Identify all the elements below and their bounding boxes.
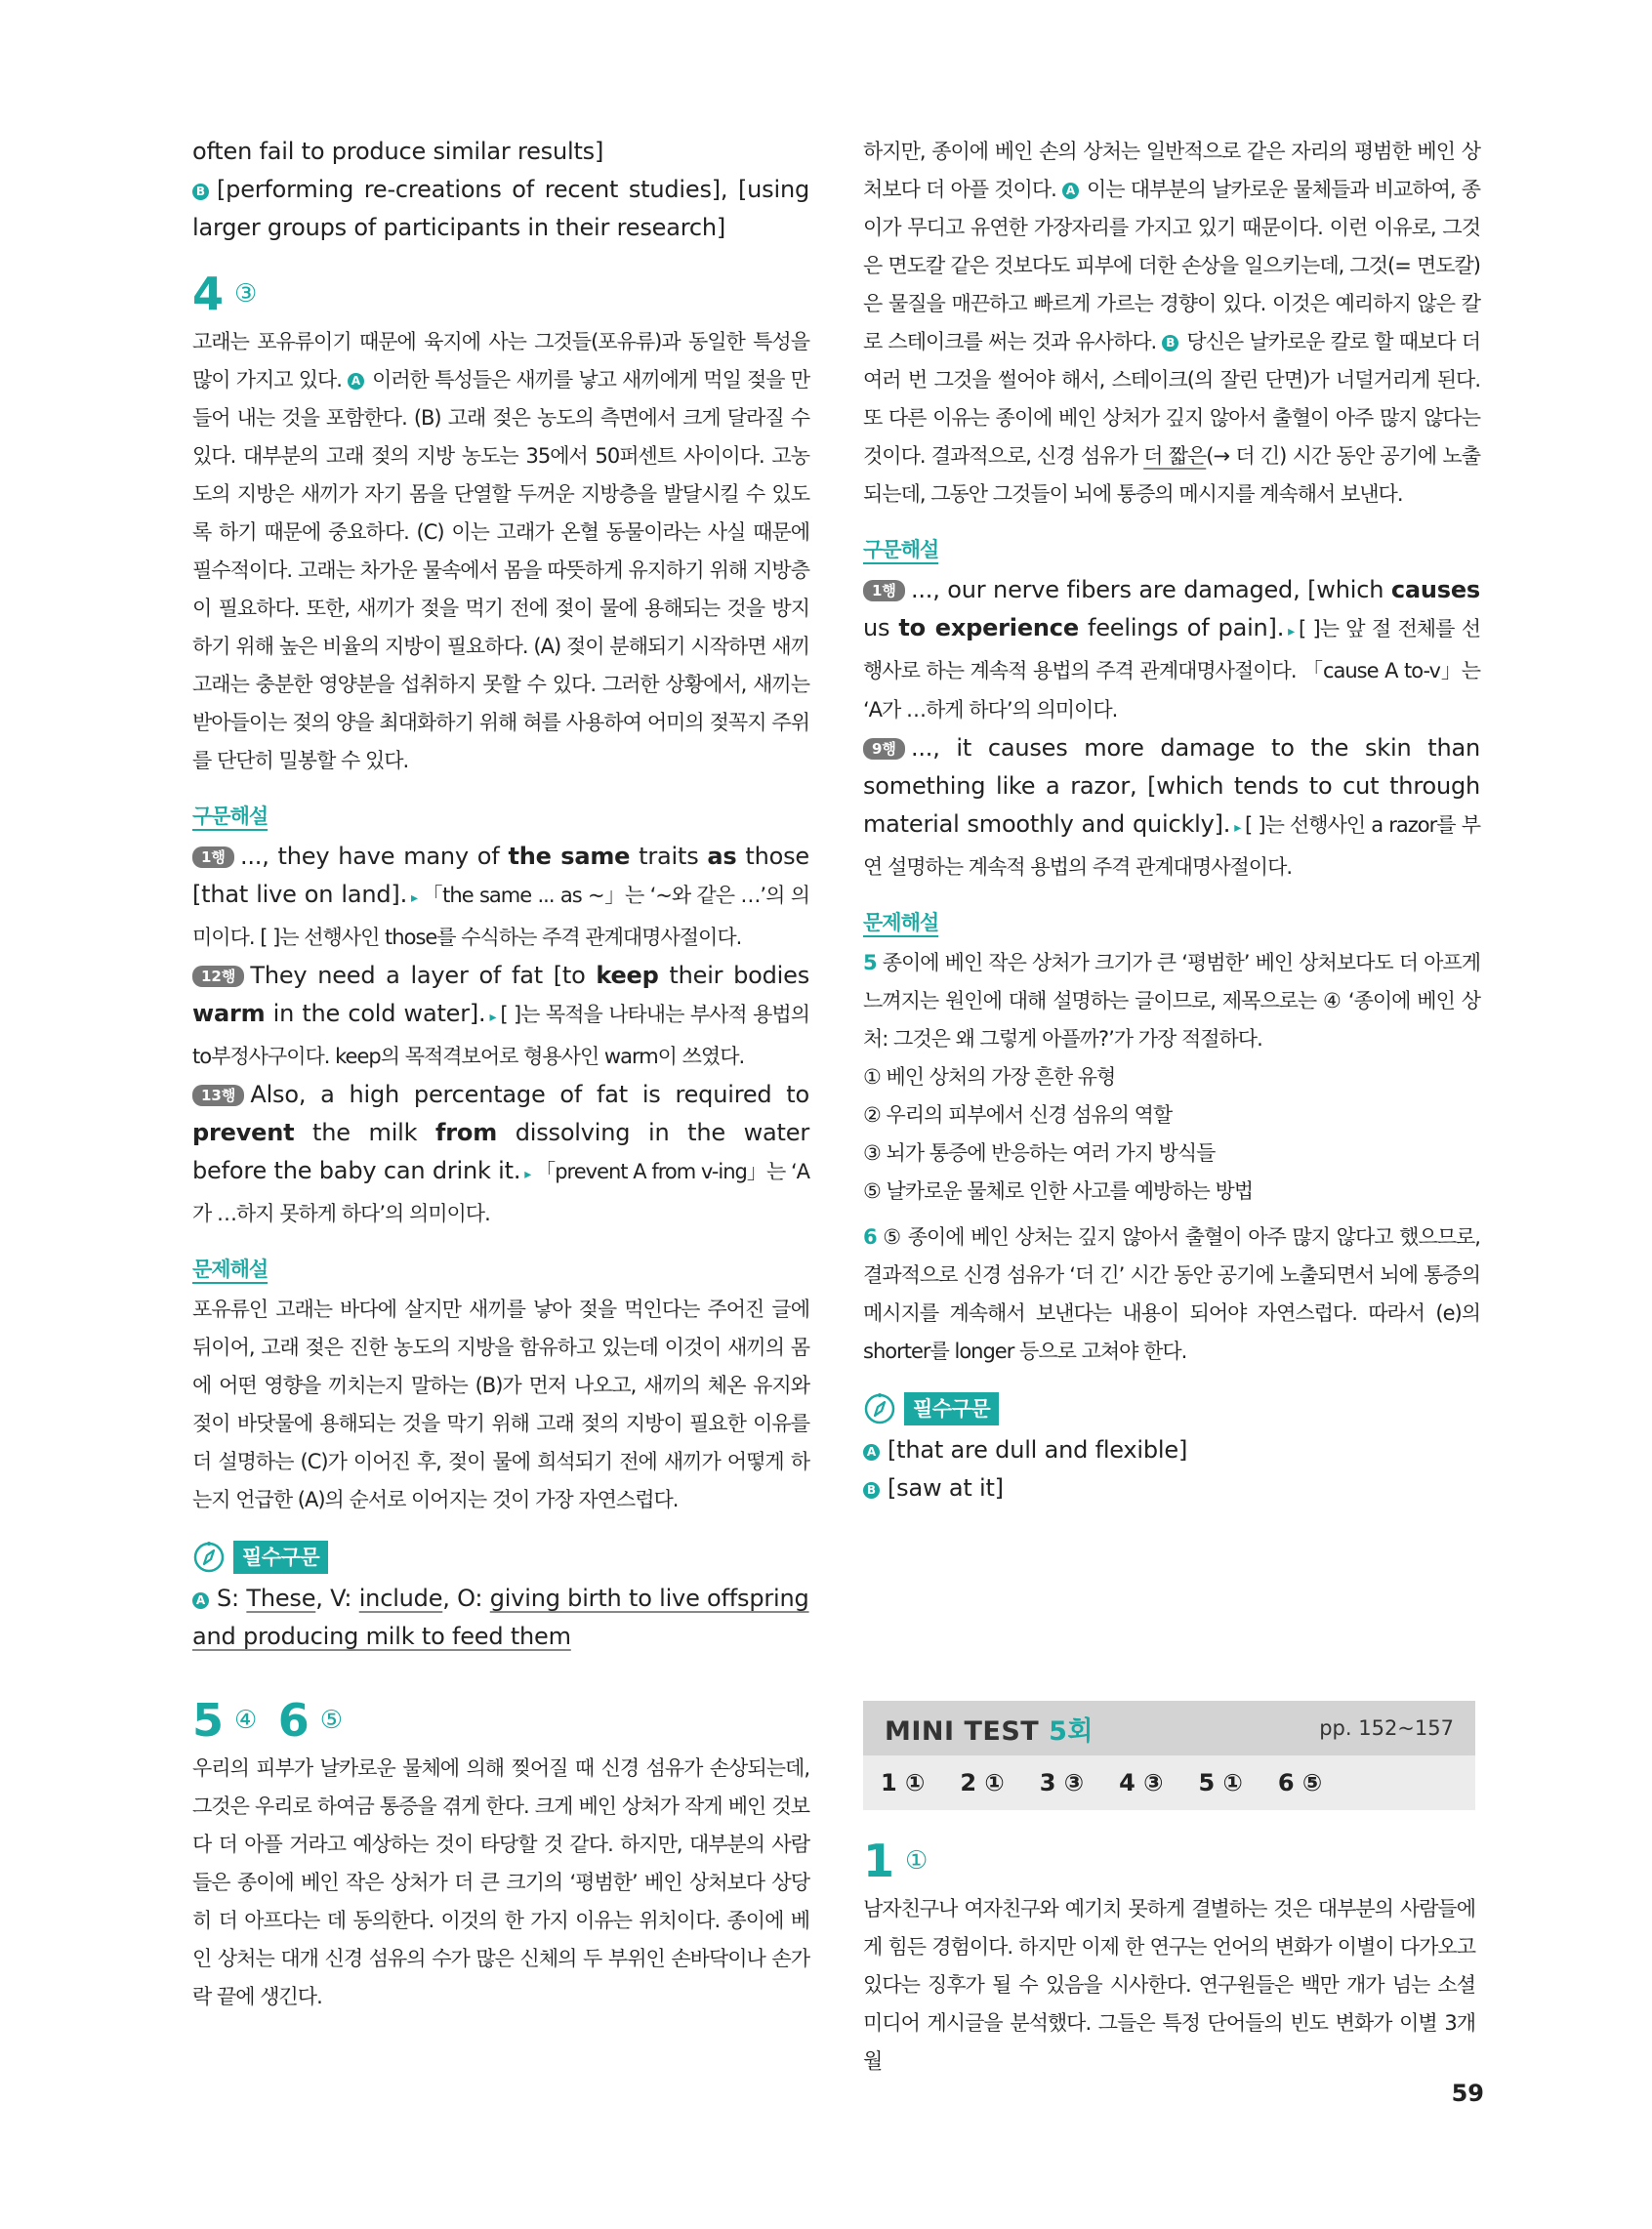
compass-icon (192, 1541, 226, 1574)
label-a-icon: A (863, 1444, 880, 1461)
syntax-item: 1행 ..., they have many of the same traits as those [that live on land]. ▸ 「the same ... as ~」는 ‘~와 같은 …’의 의미이다. [ ]는 선행사인 those를 수식하는 주격 관계대명사절이다. (192, 843, 809, 949)
answer-key: 6 ⑤ (1277, 1769, 1323, 1796)
mini-test-header (863, 1701, 1475, 1755)
syntax-item: 9행 ..., it causes more damage to the skin than something like a razor, [which tends to cut through material smoothly and quickly]. ▸ [ ]는 선행사인 a razor를 부연 설명하는 계속적 용법의 주격 관계대명사절이다. (863, 734, 1481, 879)
line-badge: 13행 (192, 1085, 244, 1106)
line-badge: 1행 (863, 580, 905, 601)
q5-translation: 우리의 피부가 날카로운 물체에 의해 찢어질 때 신경 섬유가 손상되는데, 그것은 우리로 하여금 통증을 겪게 한다. 크게 베인 상처가 작게 베인 것보다 더 아플 거라고 예상하는 것이 타당할 것 같다. 하지만, 대부분의 사람들은 종이에 베인 작은 상처가 더 큰 크기의 ‘평범한’ 베인 상처보다 상당히 더 아프다는 데 동의한다. 이것의 한 가지 이유는 위치이다. 종이에 베인 상처는 대개 신경 섬유의 수가 많은 신체의 두 부위인 손바닥이나 손가락 끝에 생긴다. (192, 1756, 809, 2008)
q5-problem: 5 종이에 베인 작은 상처가 크기가 큰 ‘평범한’ 베인 상처보다도 더 아프게 느껴지는 원인에 대해 설명하는 글이므로, 제목으로는 ④ ‘종이에 베인 상처: 그것은 왜 그렇게 아플까?’가 가장 적절하다. (863, 951, 1480, 1051)
intro-line-1: often fail to produce similar results] (192, 138, 604, 165)
q5-translation-cont: 하지만, 종이에 베인 손의 상처는 일반적으로 같은 자리의 평범한 베인 상처보다 더 아플 것이다. A 이는 대부분의 날카로운 물체들과 비교하여, 종이가 무디고 유연한 가장자리를 가지고 있기 때문이다. 이런 이유로, 그것은 면도칼 같은 것보다도 피부에 더한 손상을 일으키는데, 그것(= 면도칼)은 물질을 매끈하고 빠르게 가르는 경향이 있다. 이것은 예리하지 않은 칼로 스테이크를 써는 것과 유사하다. B 당신은 날카로운 칼로 할 때보다 더 여러 번 그것을 썰어야 해서, 스테이크(의 잘린 단면)가 너덜거리게 된다. 또 다른 이유는 종이에 베인 상처가 깊지 않아서 출혈이 아주 많지 않다는 것이다. 결과적으로, 신경 섬유가 더 짧은(→ 더 긴) 시간 동안 공기에 노출되는데, 그동안 그것들이 뇌에 통증의 메시지를 계속해서 보낸다. (863, 140, 1481, 506)
intro-line-2-text: [performing re-creations of recent studies], [using larger groups of participants in their research] (192, 176, 809, 241)
mini-test-pages: pp. 152~157 (1319, 1716, 1454, 1740)
essential-heading (863, 1392, 1480, 1425)
essential-label: 필수구문 (904, 1392, 999, 1425)
syntax-title: 구문해설 (192, 805, 268, 828)
answer-number: 4 (192, 267, 224, 320)
essential-item: A S: These, V: include, O: giving birth to live offspring and producing milk to feed them (192, 1585, 809, 1650)
syntax-item: 12행 They need a layer of fat [to keep their bodies warm in the cold water]. ▸ [ ]는 목적을 나타내는 부사적 용법의 to부정사구이다. keep의 목적격보어로 형용사인 warm이 쓰였다. (192, 962, 810, 1068)
answer-option: ⑤ (319, 1705, 343, 1735)
label-a-icon: A (348, 373, 364, 390)
answer-option: ① (905, 1846, 929, 1876)
underlined-phrase: 더 짧은 (1143, 444, 1207, 468)
syntax-item: 1행 ..., our nerve fibers are damaged, [which causes us to experience feelings of pain]. ▸ [ ]는 앞 절 전체를 선행사로 하는 계속적 용법의 주격 관계대명사절이다. 「cause A to-v」는 ‘A가 …하게 하다’의 의미이다. (863, 576, 1480, 722)
answer-4-heading (192, 265, 809, 323)
translation-text: 이러한 특성들은 새끼를 낳고 새끼에게 먹일 젖을 만들어 내는 것을 포함한다. (B) 고래 젖은 농도의 측면에서 크게 달라질 수 있다. 대부분의 고래 젖의 지방 농도는 35에서 50퍼센트 사이이다. 고농도의 지방은 새끼가 자기 몸을 단열할 두꺼운 지방층을 발달시킬 수 있도록 하기 때문에 중요하다. (C) 이는 고래가 온혈 동물이라는 사실 때문에 필수적이다. 고래는 차가운 물속에서 몸을 따뜻하게 유지하기 위해 지방층이 필요하다. 또한, 새끼가 젖을 먹기 전에 젖이 물에 용해되는 것을 방지하기 위해 높은 비율의 지방이 필요하다. (A) 젖이 분해되기 시작하면 새끼 고래는 충분한 영양분을 섭취하지 못할 수 있다. 그러한 상황에서, 새끼는 받아들이는 젖의 양을 최대화하기 위해 혀를 사용하여 어미의 젖꼭지 주위를 단단히 밀봉할 수 있다. (192, 368, 810, 772)
answer-key: 2 ① (960, 1769, 1005, 1796)
mini-test-answers (863, 1755, 1475, 1810)
answer-key: 3 ③ (1039, 1769, 1085, 1796)
answer-option: ④ (234, 1705, 257, 1735)
label-a-icon: A (1062, 183, 1079, 199)
essential-heading (192, 1541, 809, 1574)
option-item: ① 베인 상처의 가장 흔한 유형 (863, 1065, 1116, 1089)
label-b-icon: B (1162, 335, 1178, 351)
line-badge: 1행 (192, 846, 234, 868)
line-badge: 9행 (863, 738, 905, 760)
answer-key: 4 ③ (1119, 1769, 1164, 1796)
answer-1-heading (863, 1832, 1475, 1890)
syntax-item: 13행 Also, a high percentage of fat is required to prevent the milk from dissolving in the water before the baby can drink it. ▸ 「prevent A from v-ing」는 ‘A가 …하지 못하게 하다’의 의미이다. (192, 1081, 809, 1225)
q4-problem: 포유류인 고래는 바다에 살지만 새끼를 낳아 젖을 먹인다는 주어진 글에 뒤이어, 고래 젖은 진한 농도의 지방을 함유하고 있는데 이것이 새끼의 몸에 어떤 영향을 끼치는지 말하는 (B)가 먼저 나오고, 새끼의 체온 유지와 젖이 바닷물에 용해되는 것을 막기 위해 고래 젖의 지방이 필요한 이유를 더 설명하는 (C)가 이어진 후, 젖이 물에 희석되기 전에 새끼가 어떻게 하는지 언급한 (A)의 순서로 이어지는 것이 가장 자연스럽다. (192, 1298, 809, 1511)
intro-line-2 (192, 171, 809, 247)
q4-translation (192, 323, 809, 780)
q6-problem: 6 ⑤ 종이에 베인 상처는 깊지 않아서 출혈이 아주 많지 않다고 했으므로, 결과적으로 신경 섬유가 ‘더 긴’ 시간 동안 공기에 노출되면서 뇌에 통증의 메시지를 계속해서 보낸다는 내용이 되어야 자연스럽다. 따라서 (e)의 shorter를 longer 등으로 고쳐야 한다. (863, 1225, 1480, 1363)
answer-number: 5 (192, 1693, 224, 1747)
option-item: ③ 뇌가 통증에 반응하는 여러 가지 방식들 (863, 1141, 1216, 1165)
answer-5-6-heading (192, 1691, 809, 1750)
triangle-icon: ▸ (489, 1010, 497, 1025)
page-number: 59 (1451, 2080, 1484, 2107)
option-item: ② 우리의 피부에서 신경 섬유의 역할 (863, 1103, 1173, 1127)
essential-item: A [that are dull and flexible] (863, 1431, 1480, 1469)
line-badge: 12행 (192, 966, 244, 987)
answer-key: 1 ① (881, 1769, 926, 1796)
answer-number: 1 (863, 1835, 894, 1887)
option-item: ⑤ 날카로운 물체로 인한 사고를 예방하는 방법 (863, 1179, 1254, 1203)
left-column (192, 133, 809, 2016)
essential-label: 필수구문 (233, 1541, 328, 1574)
q1-translation: 남자친구나 여자친구와 예기치 못하게 결별하는 것은 대부분의 사람들에게 힘든 경험이다. 하지만 이제 한 연구는 언어의 변화가 이별이 다가오고 있다는 징후가 될 수 있음을 시사한다. 연구원들은 백만 개가 넘는 소셜 미디어 게시글을 분석했다. 그들은 특정 단어들의 빈도 변화가 이별 3개월 (863, 1897, 1475, 2073)
triangle-icon: ▸ (1234, 820, 1242, 836)
compass-icon (863, 1392, 896, 1425)
answer-option: ③ (234, 278, 257, 309)
essential-item: B [saw at it] (863, 1469, 1480, 1507)
answer-number: 6 (277, 1693, 309, 1747)
triangle-icon: ▸ (524, 1167, 532, 1182)
problem-title: 문제해설 (863, 911, 939, 934)
label-b-icon: B (192, 184, 209, 200)
label-b-icon: B (863, 1482, 880, 1499)
triangle-icon: ▸ (1288, 624, 1295, 640)
problem-title: 문제해설 (192, 1258, 268, 1281)
syntax-title: 구문해설 (863, 538, 939, 561)
triangle-icon: ▸ (411, 890, 418, 906)
mini-test-title: MINI TEST 5회 (885, 1715, 1094, 1747)
translation-text: 고래는 포유류이기 때문에 육지에 사는 그것들(포유류)과 동일한 특성을 많이 가지고 있다. (192, 330, 809, 392)
answer-key: 5 ① (1198, 1769, 1243, 1796)
label-a-icon: A (192, 1592, 209, 1609)
mini-test-box (863, 1701, 1475, 2081)
right-column (863, 133, 1480, 1507)
